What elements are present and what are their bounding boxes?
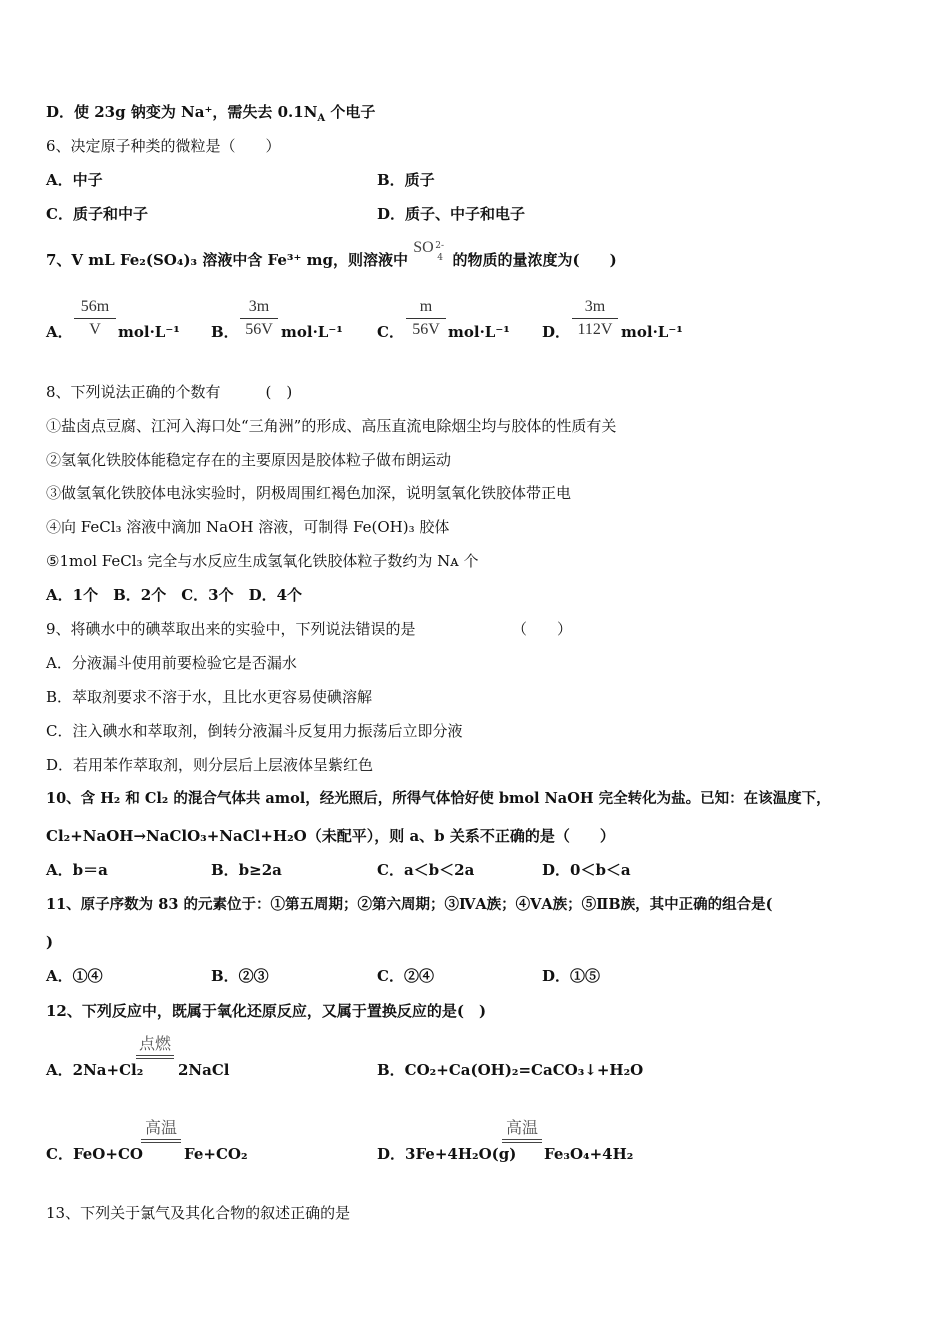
q8-stem: 8、下列说法正确的个数有 ( ) <box>46 383 293 401</box>
q7-option-c-fraction <box>406 298 446 339</box>
q7-option-b-label: B． <box>211 323 239 341</box>
q6-stem: 6、决定原子种类的微粒是（ ） <box>46 137 281 155</box>
q11-option-d: D．①⑤ <box>542 967 601 985</box>
q7-option-c-denominator: 56V <box>412 321 440 338</box>
q7-option-a-label: A． <box>46 323 73 341</box>
q12-option-a-condition <box>136 1034 174 1059</box>
q6-option-b: B．质子 <box>377 171 435 189</box>
q12-option-a-right: 2NaCl <box>178 1061 230 1079</box>
q8-options: A．1个 B．2个 C．3个 D．4个 <box>46 586 303 604</box>
q12-option-c-condition <box>141 1118 181 1143</box>
q12-option-b: B．CO₂+Ca(OH)₂=CaCO₃↓+H₂O <box>377 1061 644 1079</box>
q7-option-b-denominator: 56V <box>245 321 273 338</box>
q7-option-c-label: C． <box>377 323 404 341</box>
q9-option-b: B．萃取剂要求不溶于水，且比水更容易使碘溶解 <box>46 688 373 706</box>
q12-option-d-condition <box>502 1118 542 1143</box>
q7-option-a-unit: mol·L⁻¹ <box>118 323 180 341</box>
q10-option-c: C．a＜b＜2a <box>377 861 475 879</box>
q7-stem-pre: 7、V mL Fe₂(SO₄)₃ 溶液中含 Fe³⁺ mg，则溶液中 <box>46 251 409 269</box>
q12-option-d-left: D．3Fe+4H₂O(g) <box>377 1145 517 1163</box>
q9-option-d: D．若用苯作萃取剂，则分层后上层液体呈紫红色 <box>46 756 374 774</box>
q7-option-c-numerator: m <box>419 298 433 315</box>
q7-option-b-numerator: 3m <box>248 298 270 315</box>
q11-option-b: B．②③ <box>211 967 269 985</box>
q7-ion-subscript: 4 <box>437 253 443 263</box>
q12-option-d-right: Fe₃O₄+4H₂ <box>544 1145 634 1163</box>
q5-option-d <box>46 102 375 129</box>
q7-option-d-fraction <box>572 298 618 339</box>
q7-option-a-numerator: 56m <box>80 298 110 315</box>
q11-stem-line1: 11、原子序数为 83 的元素位于：①第五周期；②第六周期；③ⅣA族；④ⅤA族；⑤ⅡB族，其中正确的组合是( <box>46 896 773 913</box>
q8-statement-5: ⑤1mol FeCl₃ 完全与水反应生成氢氧化铁胶体粒子数约为 Nᴀ 个 <box>46 552 479 570</box>
q12-stem: 12、下列反应中，既属于氧化还原反应，又属于置换反应的是( ) <box>46 1002 487 1020</box>
q12-option-a-left: A．2Na+Cl₂ <box>46 1061 144 1079</box>
q7-option-a-bar <box>74 318 116 319</box>
q7-option-c-unit: mol·L⁻¹ <box>448 323 510 341</box>
q10-option-a: A．b＝a <box>46 861 108 879</box>
q10-stem-line1: 10、含 H₂ 和 Cl₂ 的混合气体共 amol，经光照后，所得气体恰好使 bmol NaOH 完全转化为盐。已知：在该温度下， <box>46 790 831 807</box>
q11-stem-line2: ) <box>46 933 54 951</box>
q7-option-b-bar <box>240 318 278 319</box>
q7-option-d-label: D． <box>542 323 571 341</box>
q11-option-c: C．②④ <box>377 967 434 985</box>
q7-option-d-unit: mol·L⁻¹ <box>621 323 683 341</box>
q9-option-c: C．注入碘水和萃取剂，倒转分液漏斗反复用力振荡后立即分液 <box>46 722 463 740</box>
q11-option-a: A．①④ <box>46 967 103 985</box>
q12-option-c-right: Fe+CO₂ <box>184 1145 248 1163</box>
q8-statement-2: ②氢氧化铁胶体能稳定存在的主要原因是胶体粒子做布朗运动 <box>46 451 452 469</box>
q6-option-d: D．质子、中子和电子 <box>377 205 526 223</box>
q7-sulfate-ion <box>413 239 447 270</box>
q6-option-c: C．质子和中子 <box>46 205 148 223</box>
q12-option-d-equals-sign <box>502 1139 542 1143</box>
q10-option-d: D．0＜b＜a <box>542 861 631 879</box>
q7-option-d-bar <box>572 318 618 319</box>
q12-option-c-condition-text: 高温 <box>144 1118 177 1137</box>
q7-option-b-fraction <box>240 298 278 339</box>
q7-option-a-fraction <box>74 298 116 339</box>
q6-option-a: A．中子 <box>46 171 103 189</box>
q12-option-c-equals-sign <box>141 1139 181 1143</box>
q12-option-a-equals-sign <box>136 1055 174 1059</box>
q7-option-d-denominator: 112V <box>577 321 613 338</box>
q12-option-a-condition-text: 点燃 <box>138 1034 171 1053</box>
q9-stem: 9、将碘水中的碘萃取出来的实验中，下列说法错误的是 <box>46 620 416 638</box>
q7-option-c-bar <box>406 318 446 319</box>
q5-option-d-text: D．使 23g 钠变为 Na⁺，需失去 $0.1N_A$ 个电子 <box>46 103 376 124</box>
q7-option-b-unit: mol·L⁻¹ <box>281 323 343 341</box>
q9-option-a: A．分液漏斗使用前要检验它是否漏水 <box>46 654 297 672</box>
q7-ion-base: SO <box>413 239 434 256</box>
q10-option-b: B．b≥2a <box>211 861 282 879</box>
q8-statement-4: ④向 FeCl₃ 溶液中滴加 NaOH 溶液，可制得 Fe(OH)₃ 胶体 <box>46 518 450 536</box>
q7-stem-post: 的物质的量浓度为( ) <box>452 251 617 269</box>
q12-option-c-left: C．FeO+CO <box>46 1145 143 1163</box>
q7-option-a-denominator: V <box>89 321 101 338</box>
q7-stem <box>46 239 617 270</box>
q10-stem-line2: Cl₂+NaOH→NaClO₃+NaCl+H₂O（未配平），则 a、b 关系不正确的是（ ） <box>46 827 615 845</box>
q9-paren: （ ） <box>512 620 573 638</box>
q8-statement-3: ③做氢氧化铁胶体电泳实验时，阴极周围红褐色加深，说明氢氧化铁胶体带正电 <box>46 484 572 502</box>
q7-ion-charge: 2- <box>435 241 445 251</box>
q8-statement-1: ①盐卤点豆腐、江河入海口处“三角洲”的形成、高压直流电除烟尘均与胶体的性质有关 <box>46 417 617 435</box>
q7-option-d-numerator: 3m <box>584 298 606 315</box>
q12-option-d-condition-text: 高温 <box>505 1118 538 1137</box>
q13-stem: 13、下列关于氯气及其化合物的叙述正确的是 <box>46 1204 351 1222</box>
